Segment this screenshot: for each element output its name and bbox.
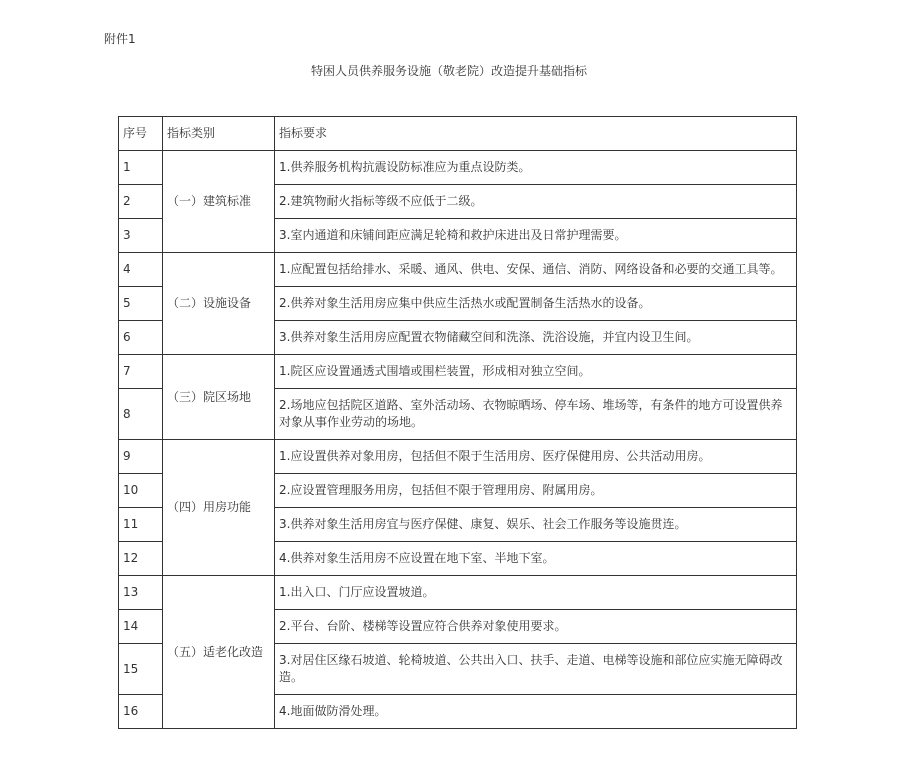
requirement-text: 1.供养服务机构抗震设防标准应为重点设防类。 — [275, 151, 797, 185]
requirement-text: 2.建筑物耐火指标等级不应低于二级。 — [275, 185, 797, 219]
row-number: 11 — [119, 508, 163, 542]
row-number: 10 — [119, 474, 163, 508]
requirement-text: 4.地面做防滑处理。 — [275, 695, 797, 729]
row-number: 15 — [119, 644, 163, 695]
attachment-label: 附件1 — [104, 32, 136, 46]
category-building-standard: （一）建筑标准 — [163, 151, 275, 253]
category-room-functions: （四）用房功能 — [163, 440, 275, 576]
requirement-text: 1.出入口、门厅应设置坡道。 — [275, 576, 797, 610]
table-header-row — [119, 117, 797, 151]
table-row — [119, 253, 797, 287]
requirement-text: 2.平台、台阶、楼梯等设置应符合供养对象使用要求。 — [275, 610, 797, 644]
table-row — [119, 576, 797, 610]
table-row — [119, 440, 797, 474]
row-number: 12 — [119, 542, 163, 576]
row-number: 3 — [119, 219, 163, 253]
header-category: 指标类别 — [163, 117, 275, 151]
row-number: 7 — [119, 355, 163, 389]
category-site-grounds: （三）院区场地 — [163, 355, 275, 440]
row-number: 2 — [119, 185, 163, 219]
requirement-text: 3.供养对象生活用房应配置衣物储藏空间和洗涤、洗浴设施，并宜内设卫生间。 — [275, 321, 797, 355]
requirement-text: 3.室内通道和床铺间距应满足轮椅和救护床进出及日常护理需要。 — [275, 219, 797, 253]
requirement-text: 2.场地应包括院区道路、室外活动场、衣物晾晒场、停车场、堆场等，有条件的地方可设置供养对象从事作业劳动的场地。 — [275, 389, 797, 440]
requirement-text: 1.应设置供养对象用房，包括但不限于生活用房、医疗保健用房、公共活动用房。 — [275, 440, 797, 474]
row-number: 16 — [119, 695, 163, 729]
category-facilities-equipment: （二）设施设备 — [163, 253, 275, 355]
header-requirement: 指标要求 — [275, 117, 797, 151]
row-number: 8 — [119, 389, 163, 440]
requirement-text: 2.应设置管理服务用房，包括但不限于管理用房、附属用房。 — [275, 474, 797, 508]
requirement-text: 2.供养对象生活用房应集中供应生活热水或配置制备生活热水的设备。 — [275, 287, 797, 321]
requirement-text: 3.供养对象生活用房宜与医疗保健、康复、娱乐、社会工作服务等设施贯连。 — [275, 508, 797, 542]
category-age-friendly-renovation: （五）适老化改造 — [163, 576, 275, 729]
row-number: 9 — [119, 440, 163, 474]
document-title: 特困人员供养服务设施（敬老院）改造提升基础指标 — [310, 64, 587, 78]
table-row — [119, 355, 797, 389]
header-serial: 序号 — [119, 117, 163, 151]
table-row — [119, 151, 797, 185]
requirement-text: 1.应配置包括给排水、采暖、通风、供电、安保、通信、消防、网络设备和必要的交通工具等。 — [275, 253, 797, 287]
row-number: 14 — [119, 610, 163, 644]
requirement-text: 4.供养对象生活用房不应设置在地下室、半地下室。 — [275, 542, 797, 576]
requirement-text: 1.院区应设置通透式围墙或围栏装置，形成相对独立空间。 — [275, 355, 797, 389]
indicator-table — [118, 116, 797, 729]
row-number: 5 — [119, 287, 163, 321]
row-number: 6 — [119, 321, 163, 355]
row-number: 1 — [119, 151, 163, 185]
row-number: 4 — [119, 253, 163, 287]
row-number: 13 — [119, 576, 163, 610]
requirement-text: 3.对居住区缘石坡道、轮椅坡道、公共出入口、扶手、走道、电梯等设施和部位应实施无障碍改造。 — [275, 644, 797, 695]
